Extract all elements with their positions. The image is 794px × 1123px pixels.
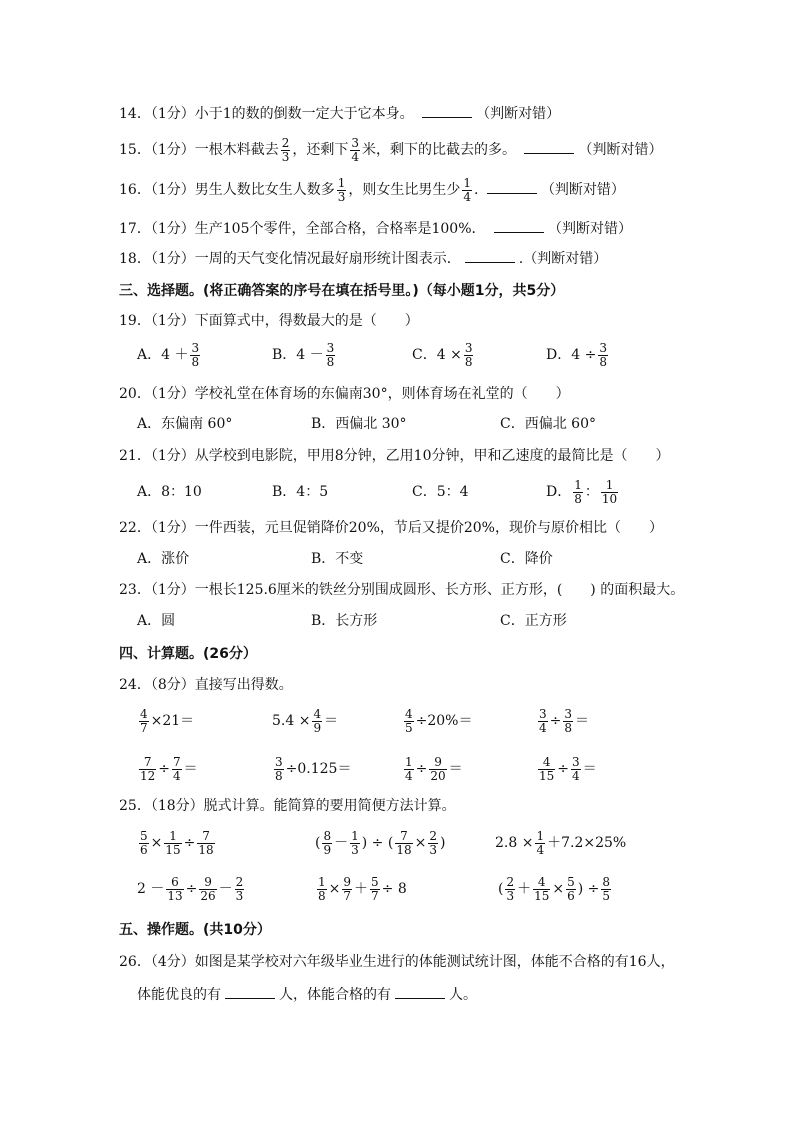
question-points: （4分） [150,954,195,970]
numerator: 3 [464,340,473,355]
denominator: 10 [601,491,618,506]
option-text: A．4 ＋ [137,347,189,363]
question-text: . [474,182,479,198]
judge-tag: （判断对错） [578,142,663,158]
fraction [281,137,291,164]
question-text: 米，剩下的比截去的多。 [362,142,517,158]
option-c[interactable] [412,338,475,372]
denominator: 8 [574,491,582,506]
fraction [601,479,618,506]
fraction [326,342,336,369]
option-a[interactable]: A．涨价 [137,551,190,567]
question-number: 19． [119,313,151,329]
question-points: （1分） [150,182,195,198]
option-a[interactable]: A．圆 [137,613,176,629]
question-16 [119,174,625,206]
question-text: 人。 [449,987,477,1003]
option-c[interactable]: C．降价 [500,551,553,567]
calc-expression: $\frac{7}{12}$ ÷ $\frac{7}{4}$ ＝ [140,754,198,783]
question-number: 16． [119,182,151,198]
fraction [190,342,200,369]
question-text: 一件西装，元旦促销降价20%，节后又提价20%，现价与原价相比（ ） [194,520,663,536]
question-number: 20． [119,386,151,402]
question-number: 24． [119,677,151,693]
question-points: （1分） [150,520,195,536]
option-b[interactable]: B．长方形 [311,613,378,629]
question-number: 14． [119,106,151,122]
calc-expression: $\frac{4}{5}$ ÷20%＝ [405,706,473,735]
question-points: （1分） [150,448,195,464]
fraction [337,177,347,204]
question-points: （1分） [150,142,195,158]
question-text: 体能优良的有 [137,987,221,1003]
numerator: 3 [191,340,200,355]
ratio-separator: ： [584,484,599,500]
option-b[interactable]: B．不变 [311,551,364,567]
calc-expression: $\frac{4}{15}$ ÷ $\frac{3}{4}$ ＝ [539,754,597,783]
denominator: 8 [191,354,200,369]
question-20 [119,384,570,404]
question-points: （1分） [150,582,195,598]
question-text: 如图是某学校对六年级毕业生进行的体能测试统计图，体能不合格的有16人， [194,954,675,970]
numerator: 1 [463,175,472,190]
calc-expression: $\frac{4}{7}$ ×21＝ [140,706,195,735]
question-text: 生产105个零件，全部合格，合格率是100%． [194,221,486,237]
question-points: （1分） [150,251,195,267]
denominator: 4 [351,149,360,164]
option-c[interactable]: C．正方形 [500,613,567,629]
option-b[interactable] [272,338,337,372]
fraction [462,177,472,204]
question-points: （1分） [150,313,195,329]
question-text: 小于1的数的倒数一定大于它本身。 [194,106,414,122]
denominator: 8 [326,354,335,369]
numerator: 1 [601,479,618,493]
denominator: 8 [599,354,607,369]
question-19 [119,311,419,331]
fraction [350,137,360,164]
fraction [573,479,583,506]
denominator: 3 [337,189,346,204]
question-number: 18． [119,251,151,267]
option-b[interactable]: B．西偏北 30° [311,416,407,432]
numerator: 1 [574,477,582,492]
calc-expression: 5.4 × $\frac{4}{9}$ ＝ [272,706,339,735]
calc-expression: ( $\frac{8}{9}$ － $\frac{1}{3}$ ) ÷ ( $\frac{7}{18}$ × $\frac{2}{3}$ ) [315,828,446,857]
answer-blank[interactable] [225,984,275,999]
calc-expression: $\frac{3}{4}$ ÷ $\frac{3}{8}$ ＝ [539,706,590,735]
question-text: 下面算式中，得数最大的是（ ） [194,313,419,329]
question-text: 一根木料截去 [194,142,279,158]
question-23 [119,580,684,600]
section-4-heading: 四、计算题。(26分） [119,646,257,662]
question-18 [119,248,607,269]
question-text: 人，体能合格的有 [279,987,391,1003]
option-text: D． [546,484,572,500]
calc-expression: $\frac{3}{8}$ ÷0.125＝ [275,754,352,783]
question-14 [119,103,560,124]
calc-expression: ( $\frac{2}{3}$ ＋ $\frac{4}{15}$ × $\frac{5}{6}$ ) ÷ $\frac{8}{5}$ [498,874,611,903]
option-text: D．4 ÷ [546,347,597,363]
answer-blank[interactable] [465,248,515,263]
question-text: 脱式计算。能简算的要用简便方法计算。 [203,798,456,814]
denominator: 3 [281,149,290,164]
fraction [598,342,608,369]
option-c[interactable]: C．西偏北 60° [500,416,596,432]
answer-blank[interactable] [487,179,537,194]
option-d[interactable] [546,338,610,372]
calc-expression: $\frac{1}{8}$ × $\frac{9}{7}$ ＋ $\frac{5}{7}$ ÷ 8 [318,874,407,903]
judge-tag: （判断对错） [476,106,561,122]
question-text: 一根长125.6厘米的铁丝分别围成圆形、长方形、正方形，( ) 的面积最大。 [194,582,685,598]
numerator: 3 [599,340,607,355]
question-points: （1分） [150,106,195,122]
question-text: 男生人数比女生人数多 [194,182,335,198]
numerator: 3 [326,340,335,355]
judge-tag: （判断对错） [540,182,625,198]
calc-expression: $\frac{1}{4}$ ÷ $\frac{9}{20}$ ＝ [405,754,463,783]
question-21 [119,446,669,466]
question-points: （8分） [150,677,195,693]
option-c[interactable]: C．5：4 [412,484,469,500]
option-a[interactable]: A．东偏南 60° [137,416,233,432]
option-d[interactable] [546,474,620,510]
answer-blank[interactable] [422,103,472,118]
question-22 [119,518,663,538]
denominator: 4 [463,189,472,204]
question-text: 从学校到电影院，甲用8分钟，乙用10分钟，甲和乙速度的最简比是（ ） [194,448,670,464]
question-15 [119,134,662,166]
question-number: 22． [119,520,151,536]
answer-blank[interactable] [494,218,544,233]
numerator: 3 [351,135,360,150]
question-number: 23． [119,582,151,598]
option-text: B．4 － [272,347,324,363]
section-3-heading: 三、选择题。(将正确答案的序号在填在括号里。)（每小题1分，共5分） [119,283,565,299]
question-25 [119,796,456,816]
judge-tag: .（判断对错） [518,251,608,267]
option-text: C．4 × [412,347,462,363]
question-text: 一周的天气变化情况最好扇形统计图表示． [194,251,461,267]
fraction [464,342,474,369]
question-text: 学校礼堂在体育场的东偏南30°，则体育场在礼堂的（ ） [194,386,570,402]
question-24 [119,675,293,695]
denominator: 8 [464,354,473,369]
question-text: ，则女生比男生少 [348,182,461,198]
question-number: 17． [119,221,151,237]
question-number: 26． [119,954,151,970]
question-points: （18分） [150,798,204,814]
calc-expression: 2 － $\frac{6}{13}$ ÷ $\frac{9}{26}$ － $\frac{2}{3}$ [137,874,244,903]
judge-tag: （判断对错） [547,221,632,237]
option-a[interactable]: A．8：10 [137,484,202,500]
question-points: （1分） [150,386,195,402]
question-number: 25． [119,798,151,814]
numerator: 2 [281,135,290,150]
calc-expression: 2.8 × $\frac{1}{4}$ ＋7.2×25% [495,828,627,857]
question-17 [119,218,632,239]
answer-blank[interactable] [395,984,445,999]
question-26-line-2 [137,984,477,1005]
question-26 [119,952,675,972]
option-b[interactable]: B．4：5 [272,484,329,500]
question-number: 21． [119,448,151,464]
answer-blank[interactable] [524,139,574,154]
question-points: （1分） [150,221,195,237]
section-5-heading: 五、操作题。(共10分） [119,922,271,938]
numerator: 1 [337,175,346,190]
option-a[interactable] [137,338,202,372]
question-text: 直接写出得数。 [194,677,293,693]
question-number: 15． [119,142,151,158]
calc-expression: $\frac{5}{6}$ × $\frac{1}{15}$ ÷ $\frac{7}{18}$ [140,828,214,857]
question-text: ，还剩下 [292,142,349,158]
